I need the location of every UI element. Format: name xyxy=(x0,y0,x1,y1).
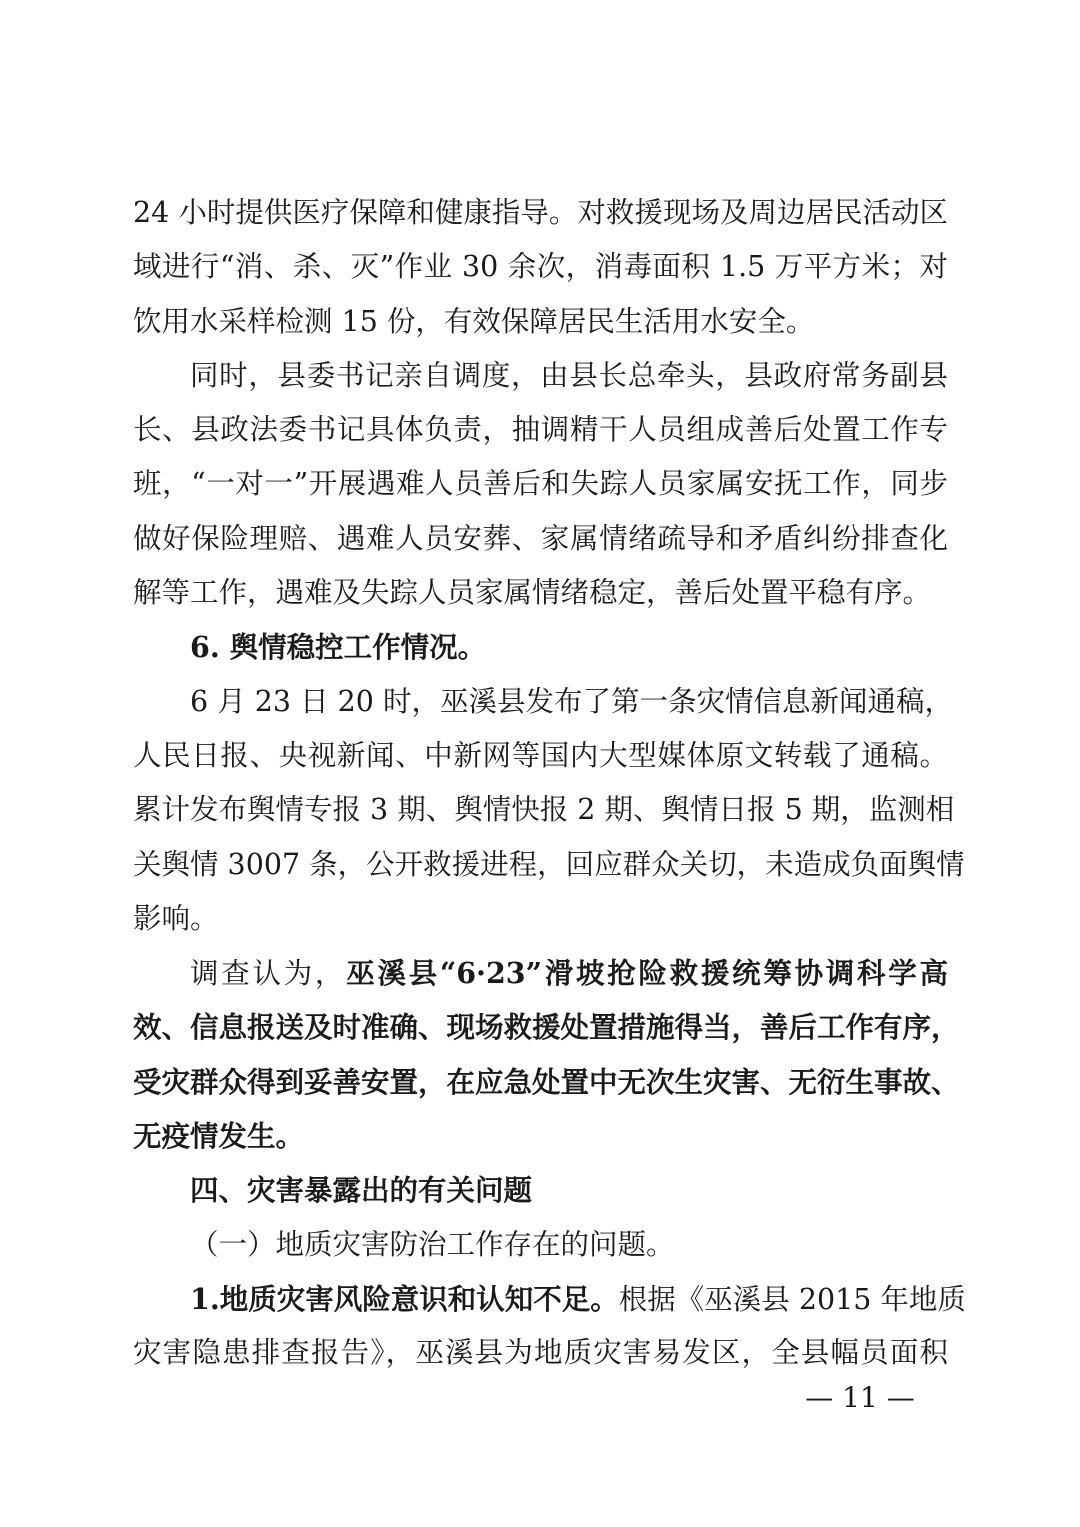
paragraph-risk-awareness xyxy=(133,1272,966,1381)
document-body xyxy=(133,186,966,1381)
section-heading-public-opinion xyxy=(133,620,948,674)
paragraph-medical-support xyxy=(133,186,948,349)
paragraph-public-opinion xyxy=(133,675,965,946)
page-number: — 11 — xyxy=(805,1381,915,1414)
text-line: 解等工作，遇难及失踪人员家属情绪稳定，善后处置平稳有序。 xyxy=(133,576,932,610)
text-line: 6 月 23 日 20 时，巫溪县发布了第一条灾情信息新闻通稿， xyxy=(190,684,953,718)
normal-text: 调查认为， xyxy=(190,957,347,991)
text-line: 累计发布舆情专报 3 期、舆情快报 2 期、舆情日报 5 期，监测相 xyxy=(133,793,955,827)
text-line: 班，“一对一”开展遇难人员善后和失踪人员家属安抚工作，同步 xyxy=(133,467,948,501)
bold-text: 1.地质灾害风险意识和认知不足。 xyxy=(190,1281,619,1316)
subsection-heading-geological-prevention xyxy=(133,1218,948,1272)
text-line xyxy=(133,946,948,1000)
text-line xyxy=(133,1272,966,1326)
normal-text: 根据《巫溪县 2015 年地质 xyxy=(618,1282,966,1316)
section-heading-exposed-problems xyxy=(133,1163,948,1217)
heading-line: 四、灾害暴露出的有关问题 xyxy=(190,1173,533,1208)
bold-text: 巫溪县“6·23”滑坡抢险救援统筹协调科学高 xyxy=(346,956,948,991)
text-line: 影响。 xyxy=(133,901,219,935)
text-line: 无疫情发生。 xyxy=(133,1119,305,1154)
text-line: 灾害隐患排查报告》，巫溪县为地质灾害易发区，全县幅员面积 xyxy=(133,1336,948,1370)
heading-line: 6. 舆情稳控工作情况。 xyxy=(190,630,487,665)
text-line: 关舆情 3007 条，公开救援进程，回应群众关切，未造成负面舆情 xyxy=(133,847,965,881)
text-line: 饮用水采样检测 15 份，有效保障居民生活用水安全。 xyxy=(133,304,815,338)
paragraph-aftermath-handling xyxy=(133,349,948,620)
text-line: 人民日报、央视新闻、中新网等国内大型媒体原文转载了通稿。 xyxy=(133,738,948,772)
paragraph-investigation-conclusion xyxy=(133,946,960,1163)
text-line: 24 小时提供医疗保障和健康指导。对救援现场及周边居民活动区 xyxy=(133,196,948,229)
text-line: 域进行“消、杀、灭”作业 30 余次，消毒面积 1.5 万平方米；对 xyxy=(133,250,949,284)
text-line: 效、信息报送及时准确、现场救援处置措施得当，善后工作有序， xyxy=(133,1010,960,1045)
text-line: 同时，县委书记亲自调度，由县长总牵头，县政府常务副县 xyxy=(190,358,948,392)
text-line: 受灾群众得到妥善安置，在应急处置中无次生灾害、无衍生事故、 xyxy=(133,1064,960,1099)
text-line: 长、县政法委书记具体负责，抽调精干人员组成善后处置工作专 xyxy=(133,413,948,447)
text-line: 做好保险理赔、遇难人员安葬、家属情绪疏导和矛盾纠纷排查化 xyxy=(133,521,948,555)
heading-line: （一）地质灾害防治工作存在的问题。 xyxy=(190,1227,675,1261)
